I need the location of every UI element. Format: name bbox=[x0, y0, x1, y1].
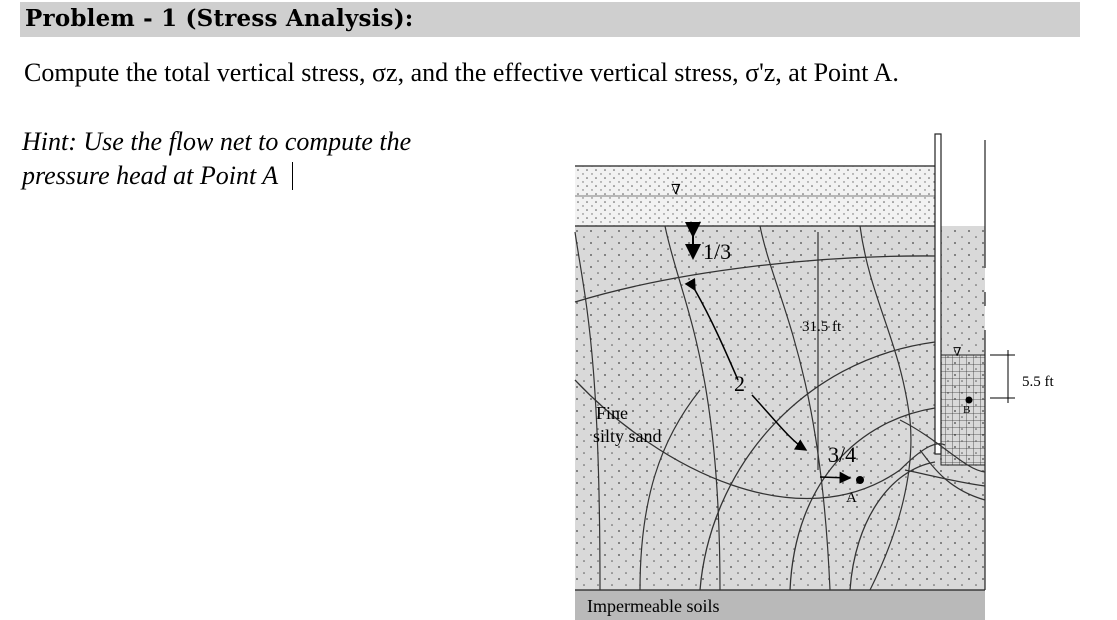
soil-label-line-2: silty sand bbox=[593, 426, 662, 446]
point-b-label: B bbox=[963, 404, 971, 416]
head-label: 5.5 ft bbox=[1022, 374, 1054, 390]
point-a-marker bbox=[856, 476, 864, 484]
soil-label-line-1: Fine bbox=[596, 403, 629, 423]
base-label: Impermeable soils bbox=[587, 596, 720, 616]
height-label: 31.5 ft bbox=[802, 319, 842, 335]
point-a-label: A bbox=[846, 490, 857, 506]
dim-label-low: 3/4 bbox=[828, 442, 857, 467]
water-table-symbol-1: ∇ bbox=[671, 183, 681, 198]
point-b-marker bbox=[966, 397, 973, 404]
hint-line-1: Hint: Use the flow net to compute the bbox=[22, 127, 412, 156]
water-table-symbol-2: ∇ bbox=[953, 345, 962, 359]
hint-line-2-text: pressure head at Point A bbox=[22, 161, 279, 190]
sheet-pile bbox=[935, 134, 941, 454]
question-text: Compute the total vertical stress, σz, and the effective vertical stress, σ'z, at Point A. bbox=[24, 58, 899, 87]
dim-label-top: 1/3 bbox=[703, 239, 732, 264]
dim-label-mid: 2 bbox=[734, 371, 745, 396]
problem-title: Problem - 1 (Stress Analysis): bbox=[25, 5, 414, 32]
